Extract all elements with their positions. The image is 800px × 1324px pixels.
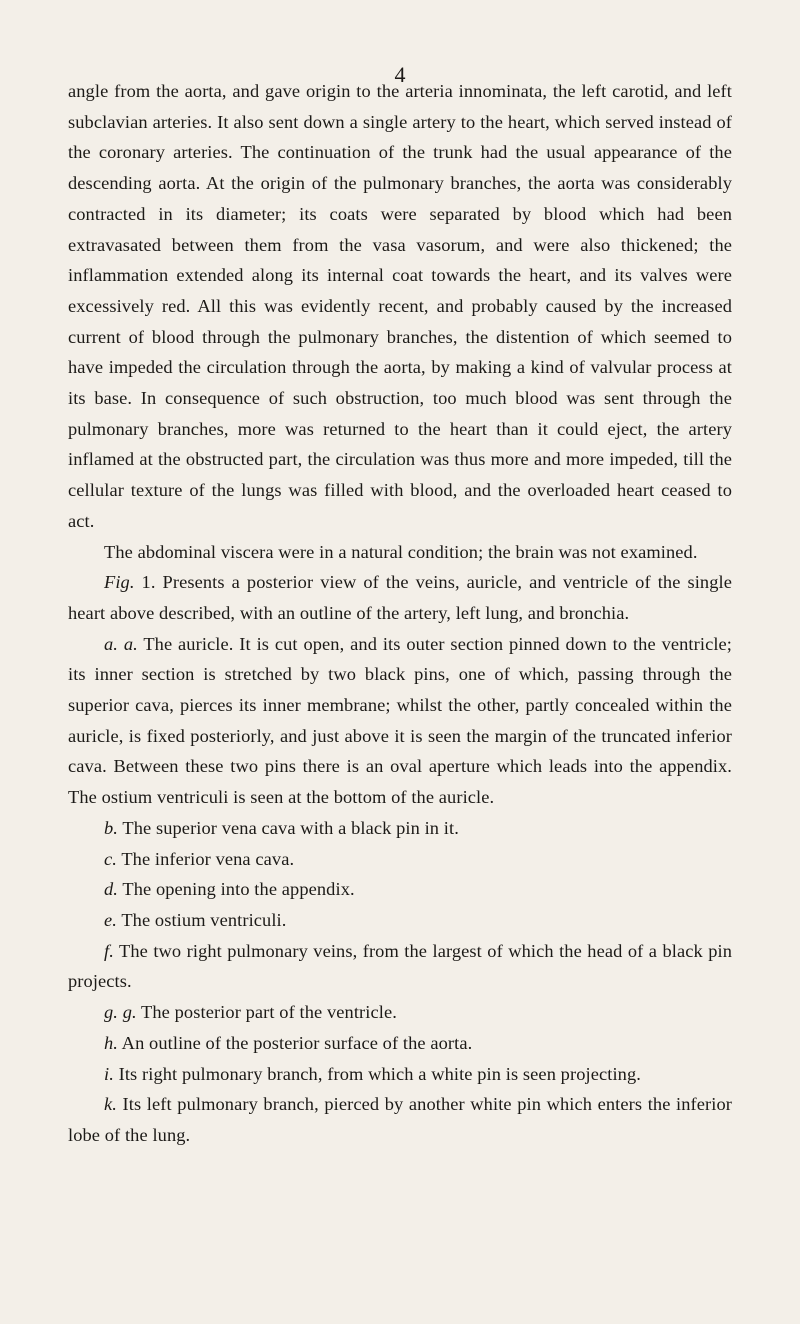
paragraph-viscera-text: The abdominal viscera were in a natural condition; the brain was not examined.	[104, 541, 698, 562]
legend-text-h: An outline of the posterior surface of the aorta.	[118, 1032, 473, 1053]
legend-item-f	[68, 936, 732, 997]
legend-item-d	[68, 874, 732, 905]
legend-text-f: The two right pulmonary veins, from the largest of which the head of a black pin projects.	[68, 940, 732, 992]
legend-text-a: The auricle. It is cut open, and its outer section pinned down to the ventricle; its inner section is stretched by two black pins, one of which, passing through the superior cava, pierces its inner membrane; whilst the other, partly concealed within the auricle, is fixed posteriorly, and just above it is seen the margin of the truncated inferior cava. Between these two pins there is an oval aperture which leads into the appendix. The ostium ventriculi is seen at the bottom of the auricle.	[68, 633, 733, 808]
figure-label: Fig.	[104, 572, 135, 593]
paragraph-aorta-text: angle from the aorta, and gave origin to the arteria innominata, the left carotid, and left subclavian arteries. It also sent down a single artery to the heart, which served instead of the coronary arteries. The continuation of the trunk had the usual appearance of the descending aorta. At the origin of the pulmonary branches, the aorta was considerably contracted in its diameter; its coats were separated by blood which had been extravasated between them from the vasa vasorum, and were also thickened; the inflammation extended along its internal coat towards the heart, and its valves were excessively red. All this was evidently recent, and probably caused by the increased current of blood through the pulmonary branches, the distention of which seemed to have impeded the circulation through the aorta, by making a kind of valvular process at its base. In consequence of such obstruction, too much blood was sent through the pulmonary branches, more was returned to the heart than it could eject, the artery inflamed at the obstructed part, the circulation was thus more and more impeded, till the cellular texture of the lungs was filled with blood, and the overloaded heart ceased to act.	[68, 81, 732, 531]
legend-item-a	[68, 629, 732, 813]
legend-label-k: k.	[104, 1094, 117, 1115]
legend-text-d: The opening into the appendix.	[118, 879, 355, 900]
legend-item-k	[68, 1089, 732, 1150]
legend-label-d: d.	[104, 879, 118, 900]
legend-text-b: The superior vena cava with a black pin in it.	[118, 817, 459, 838]
legend-label-h: h.	[104, 1032, 118, 1053]
legend-item-h	[68, 1028, 732, 1059]
legend-label-b: b.	[104, 817, 118, 838]
paragraph-aorta	[68, 76, 732, 537]
legend-item-i	[68, 1059, 732, 1090]
legend-text-k: Its left pulmonary branch, pierced by another white pin which enters the inferior lobe of the lung.	[68, 1094, 732, 1145]
legend-label-e: e.	[104, 909, 117, 930]
legend-item-e	[68, 905, 732, 936]
legend-label-g: g. g.	[104, 1002, 137, 1023]
legend-text-i: Its right pulmonary branch, from which a white pin is seen projecting.	[113, 1063, 641, 1084]
figure-caption	[68, 567, 732, 628]
legend-item-g	[68, 997, 732, 1028]
legend-label-c: c.	[104, 848, 117, 869]
page-number: 4	[394, 62, 406, 87]
legend-label-i: i.	[104, 1063, 114, 1084]
legend-text-e: The ostium ventriculi.	[116, 909, 287, 930]
legend-text-g: The posterior part of the ventricle.	[136, 1002, 397, 1023]
legend-item-c	[68, 844, 732, 875]
body-text	[68, 76, 732, 1151]
legend-text-c: The inferior vena cava.	[116, 848, 295, 869]
legend-label-a: a. a.	[104, 633, 138, 654]
paragraph-viscera	[68, 537, 732, 568]
legend-item-b	[68, 813, 732, 844]
legend-label-f: f.	[104, 940, 114, 961]
figure-caption-text: 1. Presents a posterior view of the veins, auricle, and ventricle of the single heart above described, with an outline of the artery, left lung, and bronchia.	[68, 572, 732, 623]
